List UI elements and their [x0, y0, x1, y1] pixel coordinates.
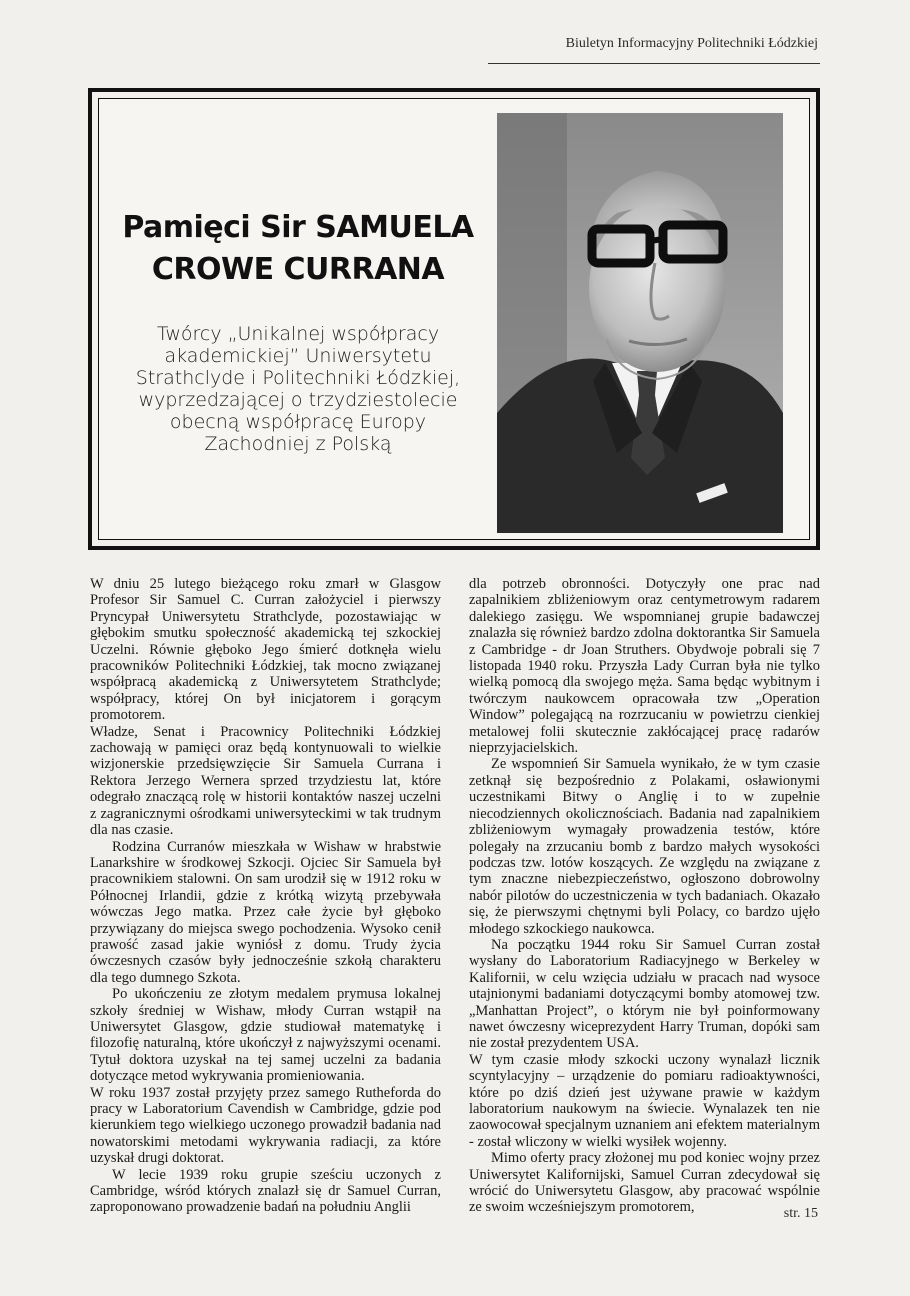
article-paragraph: W tym czasie młody szkocki uczony wynalazł licznik scyntylacyjny – urządzenie do pomiaru radioaktywności, które po dziś dzień jest używane prawie w każdym laboratorium naukowym na świecie. Wynalazek ten nie zaowocował specjalnym uznaniem ani efektem materialnym - został wliczony w wielki wysiłek wojenny. — [469, 1051, 820, 1150]
article-paragraph: dla potrzeb obronności. Dotyczyły one prac nad zapalnikiem zbliżeniowym oraz centymetrowym radarem dalekiego zasięgu. We wspomnianej grupie badawczej znalazła się również bardzo zdolna doktorantka Sir Samuela z Cambridge - dr Joan Struthers. Obydwoje pobrali się 7 listopada 1940 roku. Przyszła Lady Curran była nie tylko wielką pomocą dla swojego męża. Sama będąc wybitnym i twórczym naukowcem opracowała tzw „Operation Window” polegającą na rozrzucaniu w powietrzu cienkiej metalowej folii skutecznie zakłócającej pracę radarów nieprzyjacielskich. — [469, 576, 820, 757]
feature-title-line-1: Pamięci Sir SAMUELA — [122, 210, 474, 245]
subtitle-line: Zachodniej z Polską — [204, 433, 392, 455]
subtitle-line: obecną współpracę Europy — [169, 411, 427, 433]
portrait-photo — [497, 113, 783, 533]
feature-box — [88, 88, 820, 550]
running-head: Biuletyn Informacyjny Politechniki Łódzkiej — [565, 36, 818, 51]
article-paragraph: W dniu 25 lutego bieżącego roku zmarł w Glasgow Profesor Sir Samuel C. Curran założyciel i pierwszy Pryncypał Uniwersytetu Strathclyde, pozostawiając w głębokim smutku społeczność akademicką tej szkockiej Uczelni. Równie głęboko Jego śmierć dotknęła wielu pracowników Politechniki Łódzkiej, tak mocno związanej współpracą akademicką z Uniwersytetem Strathclyde; współpracy, której On był inicjatorem i gorącym promotorem. — [90, 576, 441, 724]
page-number: str. 15 — [783, 1206, 818, 1221]
article-paragraph: Po ukończeniu ze złotym medalem prymusa lokalnej szkoły średniej w Wishaw, młody Curran wstąpił na Uniwersytet Glasgow, gdzie studiował matematykę i filozofię naturalną, które ukończył z najwyższymi ocenami. Tytuł doktora uzyskał na tej samej uczelni za badania dotyczące metod wykrywania promieniowania. — [90, 986, 441, 1085]
subtitle-line: Strathclyde i Politechniki Łódzkiej, — [135, 367, 461, 389]
subtitle-line: akademickiej” Uniwersytetu — [164, 345, 432, 367]
feature-title — [113, 207, 483, 291]
article-paragraph: Ze wspomnień Sir Samuela wynikało, że w tym czasie zetknął się bezpośrednio z Polakami, osławionymi uczestnikami Bitwy o Anglię i to w zupełnie niecodziennych okolicznościach. Badania nad zapalnikiem zbliżeniowym wymagały prowadzenia testów, które polegały na zrzucaniu bomb z bardzo małych wysokości podczas tzw. lotów koszących. Ze względu na związane z tym znaczne niebezpieczeństwo, ogłoszono dobrowolny nabór pilotów do uczestniczenia w tych badaniach. Okazało się, że pierwszymi chętnymi byli Polacy, co bardzo ujęło młodego szkockiego naukowca. — [469, 756, 820, 937]
feature-title-line-2: CROWE CURRANA — [151, 252, 445, 287]
article-paragraph: W lecie 1939 roku grupie sześciu uczonych z Cambridge, wśród których znalazł się dr Samuel Curran, zaproponowano prowadzenie badań na południu Anglii — [90, 1166, 441, 1216]
article-column-left — [90, 576, 441, 1216]
feature-subtitle — [119, 323, 477, 455]
header-rule — [488, 63, 820, 64]
feature-inner-border — [98, 98, 810, 540]
article-paragraph: Mimo oferty pracy złożonej mu pod koniec wojny przez Uniwersytet Kalifornijski, Samuel Curran zdecydował się wrócić do Uniwersytetu Glasgow, aby pracować wspólnie ze swoim wcześniejszym promotorem, — [469, 1150, 820, 1216]
article-paragraph: W roku 1937 został przyjęty przez samego Rutheforda do pracy w Laboratorium Cavendish w Cambridge, gdzie pod kierunkiem tego wielkiego uczonego prowadził badania nad nowatorskimi metodami wykrywania radiacji, za które uzyskał drugi doktorat. — [90, 1084, 441, 1167]
article-paragraph: Rodzina Curranów mieszkała w Wishaw w hrabstwie Lanarkshire w środkowej Szkocji. Ojciec Sir Samuela był pracownikiem stalowni. On sam urodził się w 1912 roku w Północnej Irlandii, gdzie z krótką wizytą przebywała wówczas Jego matka. Przez całe życie był głęboko przywiązany do miejsca swego pochodzenia. Wysoko cenił prawość zasad jakie wyniósł z domu. Trudy życia ówczesnych czasów były jednocześnie szkołą charakteru dla tego dumnego Szkota. — [90, 838, 441, 986]
article-paragraph: Władze, Senat i Pracownicy Politechniki Łódzkiej zachowają w pamięci oraz będą kontynuowali to wielkie wizjonerskie przedsięwzięcie Sir Samuela Currana i Rektora Jerzego Wernera sprzed trzydziestu lat, które odegrało znaczącą rolę w historii kontaktów naszej uczelni z zagranicznymi ośrodkami uniwersyteckimi w tak trudnym dla nas czasie. — [90, 723, 441, 839]
subtitle-line: wyprzedzającej o trzydziestolecie — [138, 389, 458, 411]
article-paragraph: Na początku 1944 roku Sir Samuel Curran został wysłany do Laboratorium Radiacyjnego w Berkeley w Kalifornii, w celu wzięcia udziału w pracach nad wysoce utajnionymi badaniami dotyczącymi bomby atomowej tzw. „Manhattan Project”, o którym nie był poinformowany nawet ówczesny wiceprezydent Harry Truman, dopóki sam nie został prezydentem USA. — [469, 936, 820, 1052]
subtitle-line: Twórcy „Unikalnej współpracy — [156, 323, 440, 345]
article-column-right — [469, 576, 820, 1216]
